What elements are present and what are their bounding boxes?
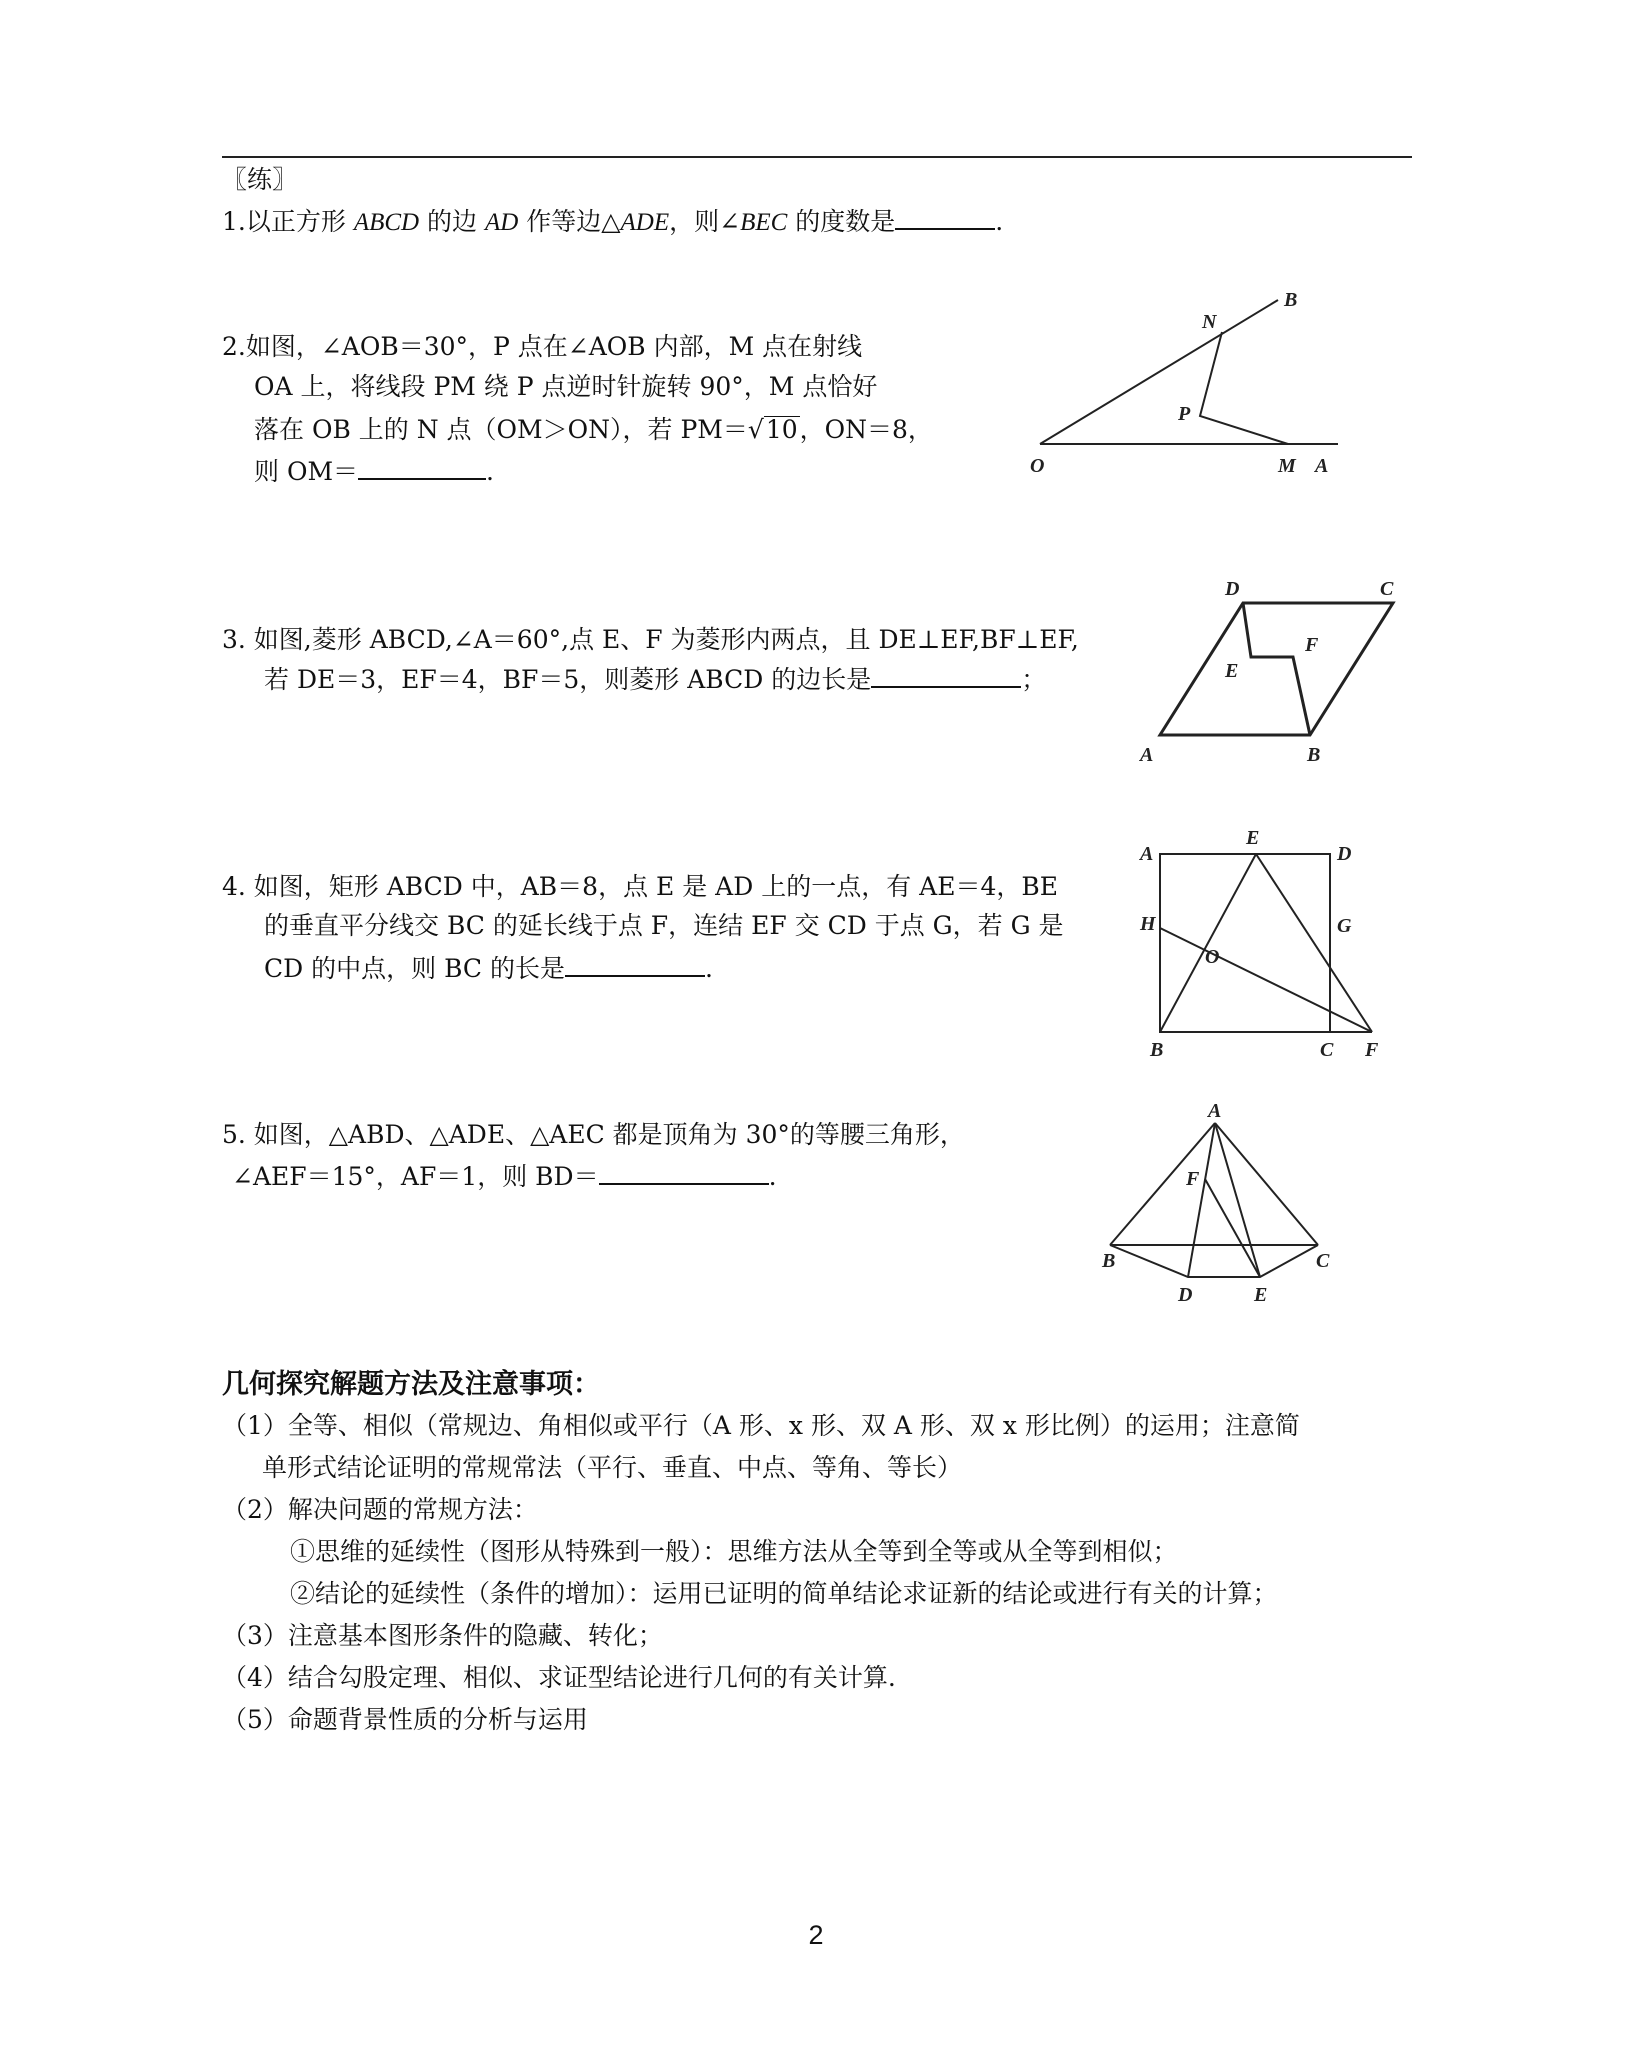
segment-ef [1256, 854, 1372, 1032]
q2-line-3: 落在 OB 上的 N 点（OM＞ON），若 PM＝√10，ON＝8， [254, 415, 933, 444]
label-e: E [1225, 660, 1239, 682]
label-c: C [1380, 578, 1394, 600]
label-d: D [1225, 578, 1240, 600]
segment-ac [1215, 1123, 1318, 1245]
methods-item-1: （1）全等、相似（常规边、角相似或平行（A 形、x 形、双 A 形、双 x 形比例）的运用；注意简 [222, 1411, 1300, 1440]
label-g: G [1337, 915, 1352, 937]
label-m: M [1278, 455, 1296, 477]
label-d: D [1337, 843, 1352, 865]
q5-line-1: 5. 如图，△ABD、△ADE、△AEC 都是顶角为 30°的等腰三角形， [222, 1120, 965, 1149]
label-b: B [1102, 1250, 1116, 1272]
ray-ob [1040, 300, 1278, 444]
label-a: A [1140, 744, 1154, 766]
label-n: N [1202, 311, 1217, 333]
label-a: A [1315, 455, 1329, 477]
label-f: F [1305, 634, 1319, 656]
label-b: B [1284, 289, 1298, 311]
segments-npm [1200, 332, 1288, 444]
q2-line-1: 2.如图，∠AOB＝30°，P 点在∠AOB 内部，M 点在射线 [222, 332, 863, 361]
figure-angle-aob [1020, 280, 1360, 490]
path-defb [1243, 603, 1310, 735]
label-a: A [1140, 843, 1154, 865]
q4-line-2: 的垂直平分线交 BC 的延长线于点 F，连结 EF 交 CD 于点 G，若 G 是 [264, 911, 1064, 940]
question-1: 1.以正方形 ABCD 的边 AD 作等边△ADE，则∠BEC 的度数是 . [222, 202, 1003, 243]
methods-item-2-sub-2: ②结论的延续性（条件的增加）：运用已证明的简单结论求证新的结论或进行有关的计算； [290, 1579, 1278, 1608]
label-b: B [1150, 1039, 1164, 1061]
label-f: F [1365, 1039, 1379, 1061]
q4-line-3: CD 的中点，则 BC 的长是 . [264, 949, 713, 989]
answer-blank-2[interactable] [358, 454, 486, 480]
label-p: P [1178, 403, 1191, 425]
label-c: C [1320, 1039, 1334, 1061]
section-label: 〖练〗 [222, 165, 298, 194]
q3-line-1: 3. 如图,菱形 ABCD,∠A＝60°,点 E、F 为菱形内两点，且 DE⊥EF,BF⊥EF, [222, 625, 1079, 654]
label-f: F [1186, 1168, 1200, 1190]
q5-line-2: ∠AEF＝15°，AF＝1，则 BD＝ . [232, 1157, 777, 1197]
label-d: D [1178, 1284, 1193, 1306]
label-a: A [1208, 1100, 1222, 1122]
sqrt-radicand: 10 [765, 415, 798, 444]
label-h: H [1140, 913, 1156, 935]
rectangle-abcd [1160, 854, 1330, 1032]
label-e: E [1254, 1284, 1268, 1306]
rhombus-abcd [1160, 603, 1393, 735]
methods-item-1-cont: 单形式结论证明的常规常法（平行、垂直、中点、等角、等长） [262, 1453, 963, 1482]
label-e: E [1246, 827, 1260, 849]
q4-line-1: 4. 如图，矩形 ABCD 中，AB＝8，点 E 是 AD 上的一点，有 AE＝4，BE [222, 872, 1059, 901]
answer-blank-4[interactable] [565, 951, 705, 977]
segment-be [1160, 854, 1256, 1032]
answer-blank-3[interactable] [871, 662, 1021, 688]
answer-blank-1[interactable] [895, 204, 995, 230]
segment-fe [1205, 1179, 1260, 1277]
perpendicular-bisector-hf [1160, 928, 1372, 1032]
methods-item-3: （3）注意基本图形条件的隐藏、转化； [222, 1621, 663, 1650]
page-number: 2 [808, 1920, 824, 1950]
figure-rectangle [1140, 827, 1400, 1061]
label-o: O [1205, 946, 1220, 968]
figure-rhombus [1125, 575, 1405, 765]
figure-isosceles-triangles [1090, 1100, 1350, 1306]
path-bdec [1110, 1245, 1318, 1277]
q2-line-4: 则 OM＝ . [254, 452, 494, 492]
label-b: B [1307, 744, 1321, 766]
methods-item-2-sub-1: ①思维的延续性（图形从特殊到一般）：思维方法从全等到全等或从全等到相似； [290, 1537, 1178, 1566]
label-o: O [1030, 455, 1045, 477]
segment-ae [1215, 1123, 1260, 1277]
label-c: C [1316, 1250, 1330, 1272]
q2-line-2: OA 上，将线段 PM 绕 P 点逆时针旋转 90°，M 点恰好 [254, 372, 878, 401]
methods-heading: 几何探究解题方法及注意事项： [222, 1369, 600, 1400]
q3-line-2: 若 DE＝3，EF＝4，BF＝5，则菱形 ABCD 的边长是 ； [264, 660, 1046, 700]
segment-ad [1188, 1123, 1215, 1277]
answer-blank-5[interactable] [599, 1159, 769, 1185]
header-rule [222, 156, 1412, 158]
methods-item-4: （4）结合勾股定理、相似、求证型结论进行几何的有关计算. [222, 1663, 896, 1692]
methods-item-5: （5）命题背景性质的分析与运用 [222, 1705, 588, 1734]
methods-item-2: （2）解决问题的常规方法： [222, 1495, 538, 1524]
